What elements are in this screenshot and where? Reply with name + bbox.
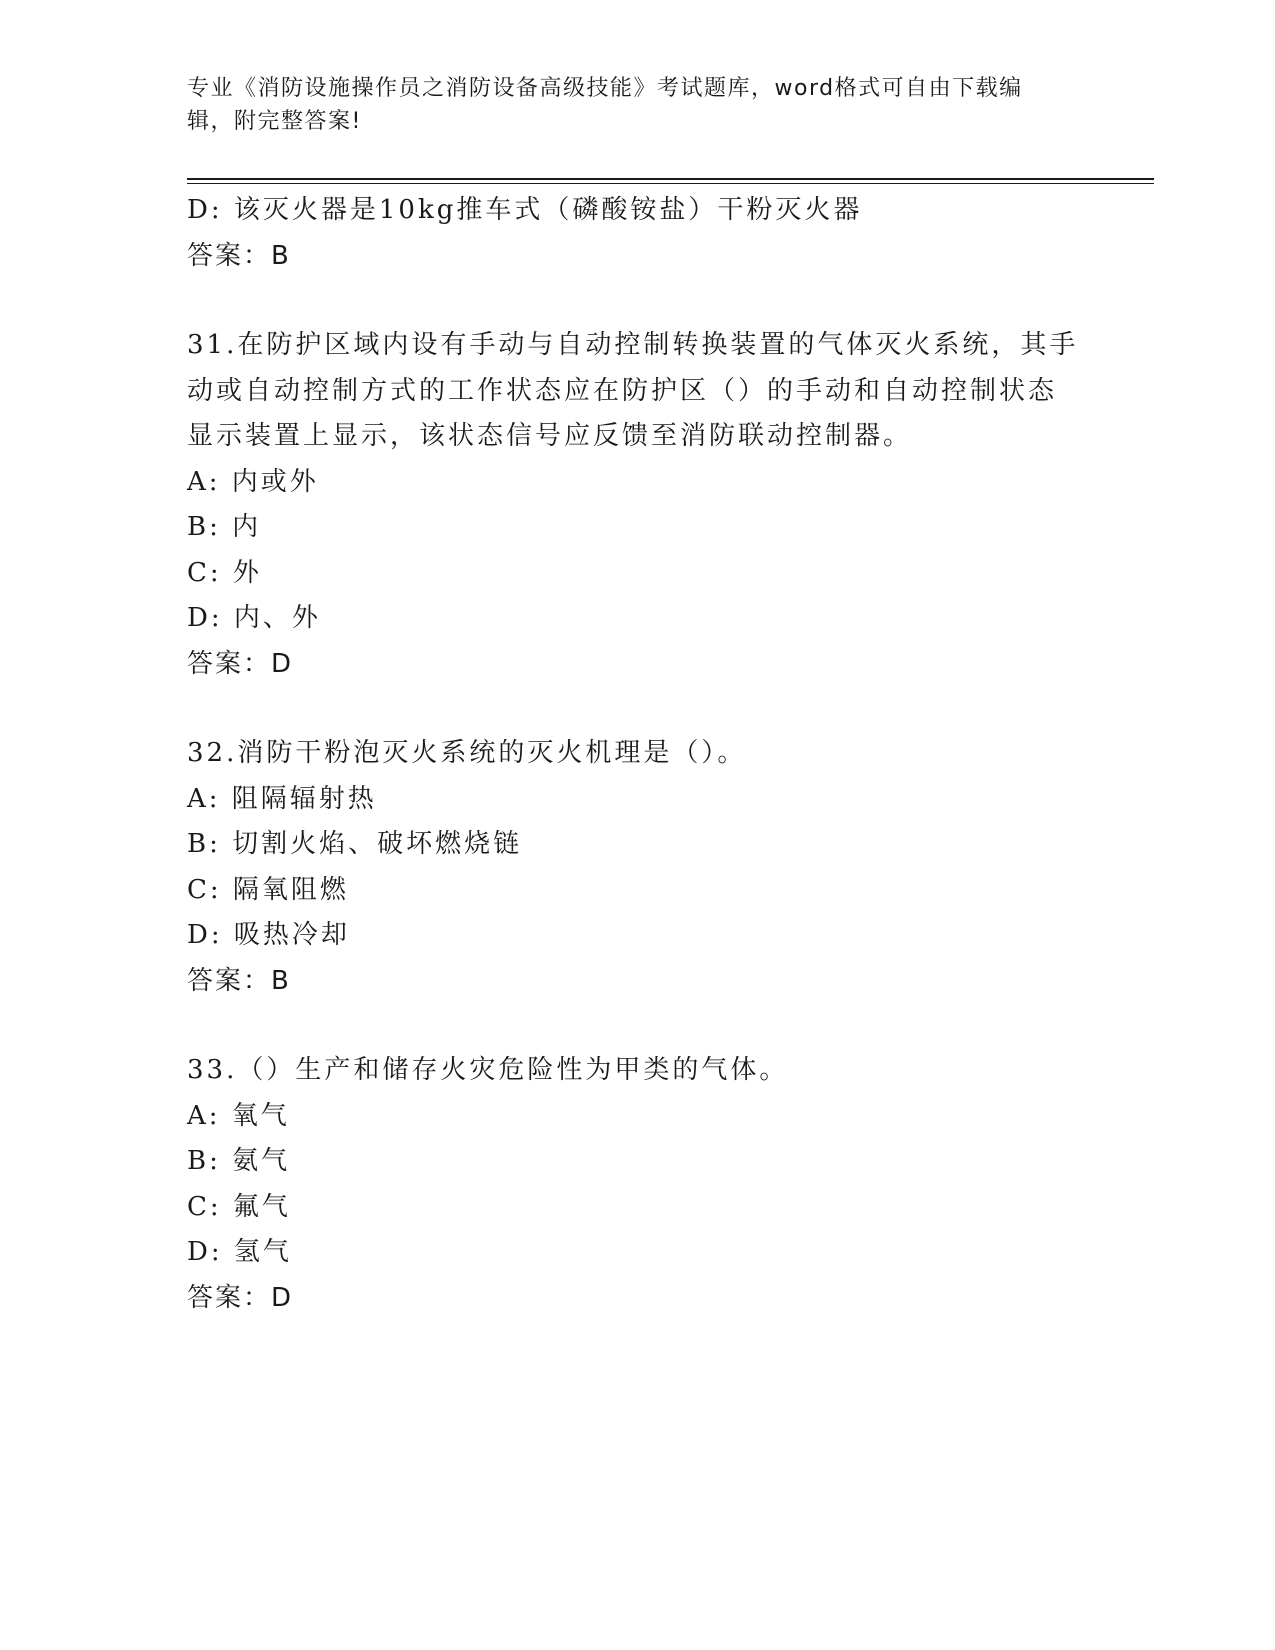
answer-line: 答案：D [187, 1282, 294, 1313]
answer-line: 答案：B [187, 965, 291, 996]
question-content [187, 188, 1087, 1321]
question-33 [187, 1048, 1087, 1321]
option-c: C: 氟气 [187, 1191, 291, 1222]
option-d: D: 氢气 [187, 1237, 292, 1267]
option-b: B: 切割火焰、破坏燃烧链 [187, 829, 523, 859]
option-b: B: 内 [187, 512, 262, 542]
option-d: D: 吸热冷却 [187, 920, 350, 950]
question-31 [187, 323, 1087, 687]
question-stem-line: 32.消防干粉泡灭火系统的灭火机理是（）。 [187, 738, 747, 768]
option-a: A: 氧气 [187, 1100, 290, 1131]
option-a: A: 内或外 [187, 466, 319, 497]
header-divider-thin [187, 183, 1154, 184]
spacer [187, 279, 1087, 323]
question-30-tail [187, 188, 1087, 279]
option-c: C: 隔氧阻燃 [187, 874, 349, 905]
header-line-1: 专业《消防设施操作员之消防设备高级技能》考试题库，word格式可自由下载编 [187, 76, 1023, 101]
option-b: B: 氨气 [187, 1146, 291, 1176]
spacer [187, 1004, 1087, 1048]
option-a: A: 阻隔辐射热 [187, 783, 377, 814]
question-stem-line: 31.在防护区域内设有手动与自动控制转换装置的气体灭火系统，其手 [187, 330, 1079, 360]
question-stem-line: 33.（）生产和储存火灾危险性为甲类的气体。 [187, 1055, 789, 1085]
question-32 [187, 731, 1087, 1004]
answer-line: 答案：D [187, 648, 294, 679]
question-stem-line: 动或自动控制方式的工作状态应在防护区（）的手动和自动控制状态 [187, 375, 1058, 406]
option-d: D: 内、外 [187, 603, 321, 633]
document-header [187, 72, 1067, 138]
option-c: C: 外 [187, 557, 262, 588]
header-line-2: 辑，附完整答案! [187, 109, 362, 134]
question-stem-line: 显示装置上显示，该状态信号应反馈至消防联动控制器。 [187, 421, 913, 451]
spacer [187, 687, 1087, 731]
answer-line: 答案：B [187, 240, 291, 271]
option-d: D: 该灭火器是10kg推车式（磷酸铵盐）干粉灭火器 [187, 195, 863, 225]
header-divider-thick [187, 178, 1154, 180]
